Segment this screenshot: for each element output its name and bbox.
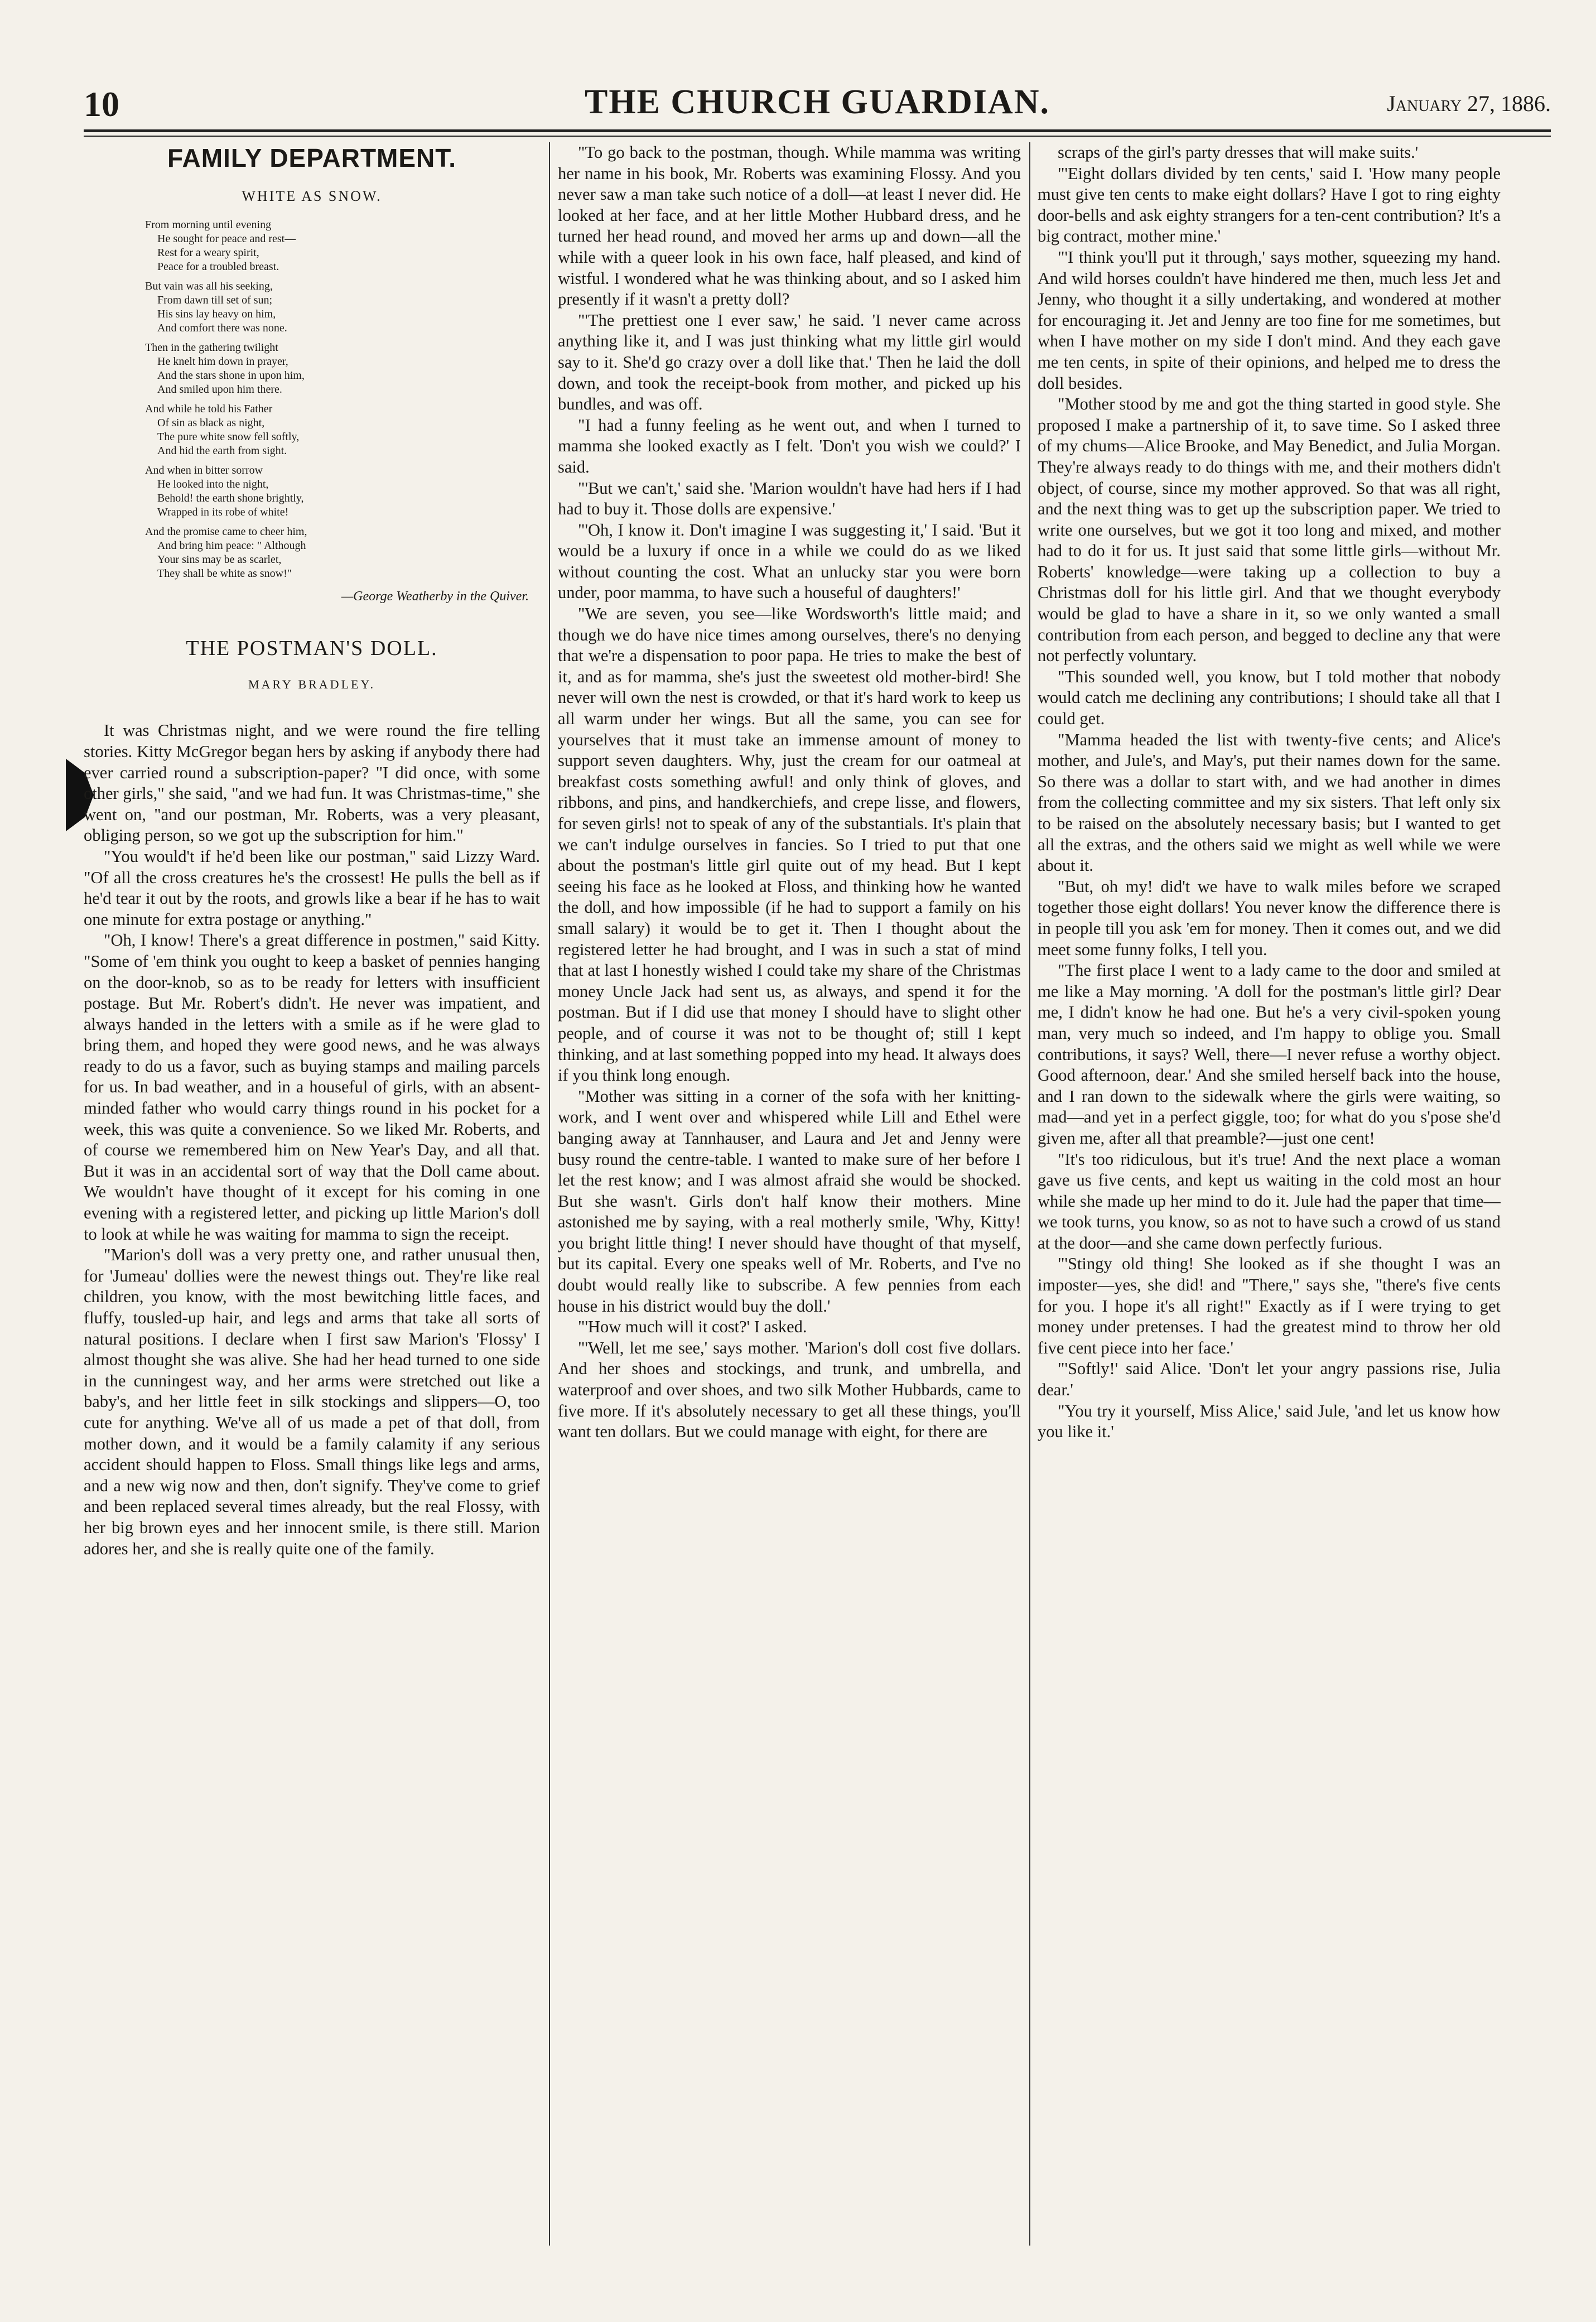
column-divider bbox=[1029, 142, 1030, 2246]
poem-line: Behold! the earth shone brightly, bbox=[157, 492, 304, 504]
column-1-body bbox=[84, 720, 540, 1559]
poem-line: Then in the gathering twilight bbox=[145, 341, 278, 354]
paper-title: THE CHURCH GUARDIAN. bbox=[585, 83, 1050, 121]
poem-line: Rest for a weary spirit, bbox=[157, 246, 259, 259]
poem-line: He sought for peace and rest— bbox=[157, 232, 296, 245]
poem-line: Your sins may be as scarlet, bbox=[157, 553, 282, 566]
poem-line: Of sin as black as night, bbox=[157, 416, 265, 429]
story-author: MARY BRADLEY. bbox=[248, 677, 376, 691]
poem-line: And the promise came to cheer him, bbox=[145, 525, 307, 538]
paragraph: "'But we can't,' said she. 'Marion wouldn't have had hers if I had had to buy it. Those dolls are expensive.' bbox=[558, 478, 1021, 519]
department-heading: FAMILY DEPARTMENT. bbox=[167, 143, 457, 172]
poem-stanza bbox=[145, 218, 540, 274]
column-3 bbox=[1038, 142, 1501, 2246]
header-rule-thin bbox=[84, 136, 1551, 137]
header-rule-thick bbox=[84, 129, 1551, 132]
poem-line: And hid the earth from sight. bbox=[157, 444, 287, 457]
poem-line: Wrapped in its robe of white! bbox=[157, 505, 289, 518]
page-number: 10 bbox=[84, 84, 119, 124]
paragraph: "'How much will it cost?' I asked. bbox=[578, 1317, 807, 1337]
poem-line: And comfort there was none. bbox=[157, 321, 287, 334]
story-title: THE POSTMAN'S DOLL. bbox=[186, 637, 438, 661]
column-divider bbox=[549, 142, 550, 2246]
paragraph: "It's too ridiculous, but it's true! And the next place a woman gave us five cents, and kept us waiting in the cold most an hour while she made up her mind to do it. Jule had the paper that time—we took turns, you know, so as not to have such a crowd of us stand at the door—and she came down perfectly furious. bbox=[1038, 1149, 1501, 1252]
poem-stanza bbox=[145, 402, 540, 458]
paragraph: "You try it yourself, Miss Alice,' said Jule, 'and let us know how you like it.' bbox=[1038, 1401, 1501, 1442]
poem-attribution: —George Weatherby in the Quiver. bbox=[341, 589, 529, 604]
column-3-body bbox=[1038, 142, 1501, 1443]
poem-line: From morning until evening bbox=[145, 218, 272, 231]
poem-line: And the stars shone in upon him, bbox=[157, 369, 305, 382]
paragraph: scraps of the girl's party dresses that will make suits.' bbox=[1058, 143, 1419, 162]
poem-stanza bbox=[145, 525, 540, 581]
paragraph: "But, oh my! did't we have to walk miles before we scraped together those eight dollars! You never know the difference there is in people till you ask 'em for money. Then it comes out, and we did meet some funny folks, I tell you. bbox=[1038, 876, 1501, 959]
paragraph: "'The prettiest one I ever saw,' he said. 'I never came across anything like it, and I was just thinking what my little girl would say to it. She'd go crazy over a doll like that.' Then he laid the doll down, and took the receipt-book from mother, and picked up his bundles, and was off. bbox=[558, 310, 1021, 414]
paragraph: It was Christmas night, and we were round the fire telling stories. Kitty McGregor began hers by asking if anybody there had ever carried round a subscription-paper? "I did once, with some other girls," she said, "and we had fun. It was Christmas-time," she went on, "and our postman, Mr. Roberts, was a very pleasant, obliging person, so we got up the subscription for him." bbox=[84, 721, 540, 845]
paragraph: "To go back to the postman, though. While mamma was writing her name in his book, Mr. Roberts was examining Flossy. And you never saw a man take such notice of a doll—at least I never did. He looked at her face, and at her little Mother Hubbard dress, and he turned her head round, and moved her arms up and down—all the while with a queer look in his own face, half pleased, and kind of wistful. I wondered what he was thinking about, and so I asked him presently if it wasn't a pretty doll? bbox=[558, 143, 1021, 309]
poem-line: And bring him peace: " Although bbox=[157, 539, 306, 552]
poem-stanza bbox=[145, 341, 540, 397]
poem-line: And smiled upon him there. bbox=[157, 383, 282, 396]
paragraph: "'Well, let me see,' says mother. 'Marion's doll cost five dollars. And her shoes and stockings, and trunk, and umbrella, and waterproof and over shoes, and two silk Mother Hubbards, came to five more. If it's absolutely necessary to get all these things, you'll want ten dollars. But we could manage with eight, for there are bbox=[558, 1338, 1021, 1442]
poem-line: The pure white snow fell softly, bbox=[157, 430, 300, 443]
paragraph: "We are seven, you see—like Wordsworth's little maid; and though we do have nice times among ourselves, there's no denying that we're a dispensation to poor papa. He tries to make the best of it, and as for mamma, she's just the sweetest old mother-bird! She never will own the nest is crowded, or that it's hard work to keep us all warm under her wings. But all the same, you can see for yourselves that it must take an immense amount of money to support seven daughters. Why, just the cream for our oatmeal at breakfast costs something awful! and only think of gloves, and ribbons, and pins, and handkerchiefs, and crepe lisse, and flowers, for seven girls! not to speak of any of the substantials. It's plain that we can't indulge ourselves in fancies. So I tried to put that one about the postman's little girl quite out of my head. But I kept seeing his face as he looked at Floss, and thinking how he wanted the doll, and how impossible (if he had to support a family on his small salary) it would be to get it. Then I thought about the registered letter he had brought, and I was in such a stat of mind that at last I honestly wished I could take my share of the Christmas money Uncle Jack had sent us, as always, and spend it for the postman. But if I did use that money I should have to slight other people, and of course it was not to be thought of; still I kept thinking, and at last something popped into my head. It always does if you think long enough. bbox=[558, 604, 1021, 1085]
poem-line: He knelt him down in prayer, bbox=[157, 355, 288, 368]
poem-line: From dawn till set of sun; bbox=[157, 293, 273, 306]
paragraph: "This sounded well, you know, but I told mother that nobody would catch me declining any contributions; I should take all that I could get. bbox=[1038, 667, 1501, 729]
paragraph: "'Softly!' said Alice. 'Don't let your angry passions rise, Julia dear.' bbox=[1038, 1359, 1501, 1400]
poem-title: WHITE AS SNOW. bbox=[242, 188, 382, 204]
column-2 bbox=[558, 142, 1021, 2246]
poem-line: Peace for a troubled breast. bbox=[157, 260, 279, 273]
poem-line: But vain was all his seeking, bbox=[145, 280, 273, 292]
column-2-body bbox=[558, 142, 1021, 1443]
masthead bbox=[84, 84, 1551, 128]
dateline: January 27, 1886. bbox=[1387, 91, 1551, 116]
paragraph: "'I think you'll put it through,' says mother, squeezing my hand. And wild horses couldn't have hindered me then, much less Jet and Jenny, who thought it a silly undertaking, and wondered at mother for encouraging it. Jet and Jenny are too fine for me sometimes, but when I have mother on my side I don't mind. And they each gave me ten cents, in spite of their opinions, and helped me to dress the doll besides. bbox=[1038, 247, 1501, 393]
paragraph: "'Stingy old thing! She looked as if she thought I was an imposter—yes, she did! and "There," says she, "there's five cents for you. I hope it's all right!" Exactly as if I were trying to get money under pretenses. I had the greatest mind to throw her old five cent piece into her face.' bbox=[1038, 1254, 1501, 1357]
paragraph: "'Oh, I know it. Don't imagine I was suggesting it,' I said. 'But it would be a luxury if once in a while we could do as we liked without counting the cost. What an unlucky star you were born under, poor mamma, to have such a houseful of daughters!' bbox=[558, 520, 1021, 603]
paragraph: "Mother was sitting in a corner of the sofa with her knitting-work, and I went over and whispered while Lill and Ethel were banging away at Tannhauser, and Laura and Jet and Jenny were busy round the centre-table. I wanted to make sure of her before I let the rest know; and I was almost afraid she would be shocked. But she wasn't. Girls don't half know their mothers. Mine astonished me by saying, with a real motherly smile, 'Why, Kitty! you bright little thing! I never should have thought of that myself, but its capital. Every one speaks well of Mr. Roberts, and I've no doubt would really like to subscribe. A few pennies from each house in his district would buy the doll.' bbox=[558, 1086, 1021, 1316]
column-1 bbox=[84, 142, 540, 2246]
poem-stanza bbox=[145, 280, 540, 335]
paragraph: "The first place I went to a lady came to the door and smiled at me like a May morning. 'A doll for the postman's little girl? Dear me, I didn't know he had one. But he's a very civil-spoken young man, very much so indeed, and I'm happy to oblige you. Small contributions, it says? Well, there—I never refuse a worthy object. Good afternoon, dear.' And she smiled herself back into the house, and I ran down to the sidewalk where the girls were waiting, so mad—and yet in a perfect giggle, too; for what do you s'pose she'd given me, after all that preamble?—just one cent! bbox=[1038, 961, 1501, 1148]
paragraph: "I had a funny feeling as he went out, and when I turned to mamma she looked exactly as I felt. 'Don't you wish we could?' I said. bbox=[558, 415, 1021, 476]
paragraph: "Marion's doll was a very pretty one, and rather unusual then, for 'Jumeau' dollies were the newest things out. They're like real children, you know, with the most bewitching little faces, and fluffy, tousled-up hair, and legs and arms that take all sorts of natural positions. I declare when I first saw Marion's 'Flossy' I almost thought she was alive. She had her head turned to one side in the cunningest way, and her arms were stretched out like a baby's, and her little feet in silk stockings and slippers—O, too cute for anything. We've all of us made a pet of that doll, from mother down, and it would be a family calamity if any serious accident should happen to Floss. Small things like legs and arms, and a new wig now and then, don't signify. They've come to grief and been replaced several times already, but the real Flossy, with her big brown eyes and her innocent smile, is there still. Marion adores her, and she is really quite one of the family. bbox=[84, 1245, 540, 1558]
paragraph: "Mamma headed the list with twenty-five cents; and Alice's mother, and Jule's, and May's, put their names down for the same. So there was a dollar to start with, and we had another in dimes from the collecting committee and my six sisters. That left only six to be raised on the absolutely necessary basis; but I wanted to get all the extras, and the others said we might as well while we were about it. bbox=[1038, 730, 1501, 875]
paragraph: "You would't if he'd been like our postman," said Lizzy Ward. "Of all the cross creatures he's the crossest! He pulls the bell as if he'd tear it out by the roots, and growls like a bear if he has to wait one minute for extra postage or anything." bbox=[84, 846, 540, 929]
poem-line: They shall be white as snow!" bbox=[157, 567, 292, 580]
poem-line: And while he told his Father bbox=[145, 402, 273, 415]
paragraph: "Mother stood by me and got the thing started in good style. She proposed I make a partnership of it, to save time. So I asked three of my chums—Alice Brooke, and May Benedict, and Julia Morgan. They're always ready to do things with me, and their mothers didn't object, of course, since my mother approved. So that was all right, and the next thing was to get up the subscription paper. We tried to write one ourselves, but we got it too long and mixed, and mother had to do it for us. It just said that some little girls—without Mr. Roberts' knowledge—were taking up a collection to buy a Christmas doll for his little girl. And that we thought everybody would be glad to have a share in it, so we only wanted a small contribution from each person, and begged to decline any that were not perfectly voluntary. bbox=[1038, 394, 1501, 666]
poem-line: His sins lay heavy on him, bbox=[157, 307, 276, 320]
poem-stanza bbox=[145, 464, 540, 519]
paragraph: "'Eight dollars divided by ten cents,' said I. 'How many people must give ten cents to make eight dollars? Have I got to ring eighty door-bells and ask eighty strangers for a ten-cent contribution? It's a big contract, mother mine.' bbox=[1038, 163, 1501, 246]
poem bbox=[145, 218, 540, 581]
paragraph: "Oh, I know! There's a great difference in postmen," said Kitty. "Some of 'em think you ought to keep a basket of pennies hanging on the door-knob, so as to be ready for letters with insufficient postage. But Mr. Robert's didn't. He never was impatient, and always handed in the letters with a smile as if he were glad to bring them, and hoped they were good news, and he was always ready to do us a favor, such as buying stamps and mailing parcels for us. In bad weather, and in a houseful of girls, with an absent-minded father who would carry things round in his pocket for a week, this was quite a convenience. So we liked Mr. Roberts, and of course we remembered him on New Year's Day, and all that. But it was in an accidental sort of way that the Doll came about. We wouldn't have thought of it except for his coming in one evening with a registered letter, and picking up little Marion's doll to look at while he was waiting for mamma to sign the receipt. bbox=[84, 931, 540, 1244]
poem-line: And when in bitter sorrow bbox=[145, 464, 263, 476]
poem-line: He looked into the night, bbox=[157, 478, 269, 490]
